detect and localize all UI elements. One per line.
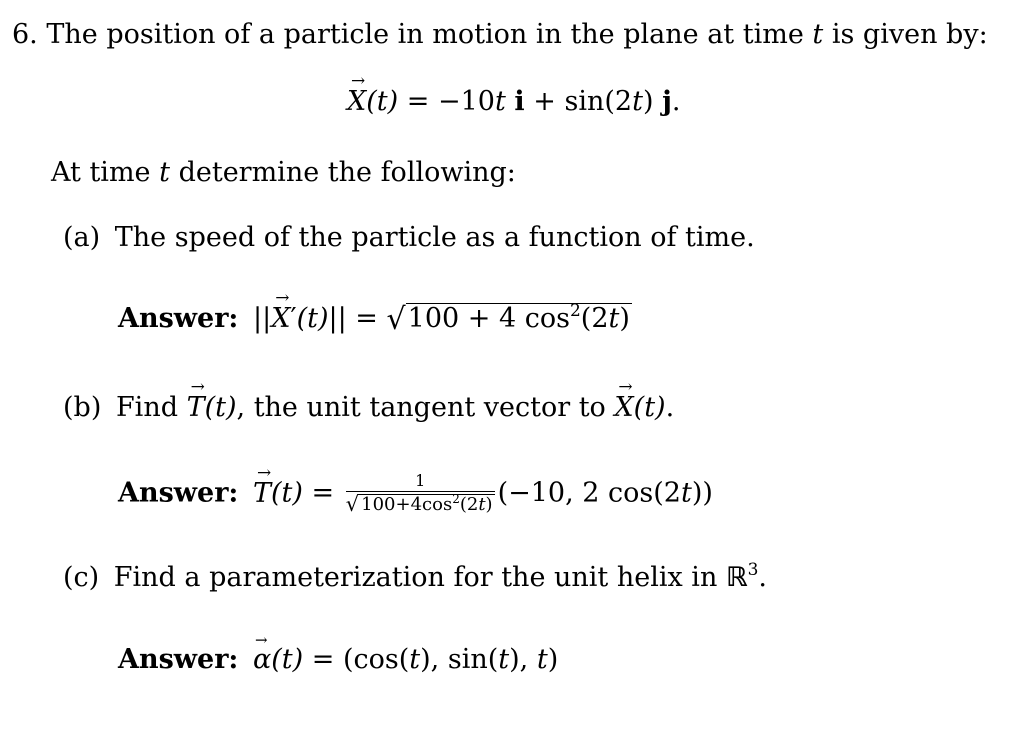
- part-c-answer: [118, 646, 558, 673]
- vector-t: → T: [187, 394, 205, 421]
- den-c: ): [485, 494, 493, 515]
- eq-sign: =: [406, 86, 430, 117]
- position-equation: [347, 88, 680, 115]
- vector-x: → X: [271, 305, 290, 332]
- rhs-t3: t: [536, 644, 548, 675]
- answer-label: Answer:: [118, 303, 239, 334]
- problem-number: 6.: [12, 19, 38, 50]
- part-b-label: (b): [63, 392, 102, 423]
- part-c-question: [63, 560, 767, 593]
- rhs-a: (cos(: [342, 644, 410, 675]
- norm-open: ||: [253, 303, 272, 334]
- answer-label: Answer:: [118, 477, 239, 509]
- intro-b: determine the following:: [178, 157, 516, 188]
- radicand: [406, 303, 632, 332]
- targ: (t): [204, 392, 237, 423]
- eq-close: ): [642, 86, 654, 117]
- part-b-question: [63, 394, 674, 421]
- intro-a: At time: [51, 157, 151, 188]
- exponent: 3: [747, 560, 759, 580]
- eq-targ: (t): [366, 86, 399, 117]
- targ: (t): [271, 477, 303, 509]
- mid-text: , the unit tangent vector to: [236, 392, 606, 423]
- eq-t2: t: [632, 86, 643, 117]
- radical-sign: √: [386, 302, 406, 337]
- unit-i: i: [514, 86, 525, 117]
- part-a-text: The speed of the particle as a function of time.: [114, 222, 755, 253]
- problem-statement: [12, 21, 988, 48]
- eq-coef: −10: [437, 86, 495, 117]
- xarg: (t): [633, 392, 666, 423]
- statement-text: The position of a particle in motion in the plane at time: [46, 19, 804, 50]
- eq-period: .: [671, 86, 681, 117]
- part-a-question: [63, 224, 755, 251]
- vec-t: t: [680, 477, 692, 509]
- r3-symbol: ℝ: [725, 562, 748, 593]
- find-text: Find: [115, 392, 178, 423]
- tangent-vector: (−10, 2 cos(2: [497, 477, 681, 509]
- exponent: 2: [569, 301, 581, 321]
- period: .: [665, 392, 675, 423]
- intro-line: [51, 159, 516, 186]
- vector-alpha: → α: [253, 646, 271, 673]
- part-c-label: (c): [63, 562, 100, 593]
- radicand-b: (2: [580, 303, 609, 334]
- rhs-c: ),: [509, 644, 529, 675]
- norm-close: ||: [328, 303, 347, 334]
- targ: (t): [296, 303, 329, 334]
- unit-j: j: [662, 86, 672, 117]
- radicand: [359, 494, 494, 514]
- radical-sign: √: [345, 492, 360, 516]
- den-t: t: [478, 494, 486, 515]
- sqrt-expression: [387, 303, 632, 335]
- part-b-answer: [118, 473, 713, 515]
- eq-sign: =: [311, 644, 335, 675]
- den-exponent: 2: [452, 492, 460, 506]
- vec-close: )): [691, 477, 713, 509]
- den-a: 100+4cos: [361, 494, 453, 515]
- rhs-t1: t: [409, 644, 421, 675]
- rhs-t2: t: [498, 644, 510, 675]
- prime: ′: [290, 303, 297, 334]
- eq-sign: =: [355, 303, 378, 334]
- eq-t: t: [494, 86, 506, 117]
- den-b: (2: [459, 494, 479, 515]
- vector-x: → X: [347, 88, 366, 115]
- targ: (t): [271, 644, 304, 675]
- var-t: t: [812, 19, 824, 50]
- radicand-a: 100 + 4 cos: [407, 303, 570, 334]
- statement-end: is given by:: [831, 19, 988, 50]
- vector-x: → X: [614, 394, 633, 421]
- answer-label: Answer:: [118, 644, 239, 675]
- part-c-text: Find a parameterization for the unit helix in: [113, 562, 718, 593]
- part-a-answer: [118, 303, 632, 335]
- rhs-b: ), sin(: [420, 644, 499, 675]
- part-a-label: (a): [63, 222, 101, 253]
- fraction-numerator: 1: [415, 471, 426, 490]
- intro-t: t: [159, 157, 170, 188]
- radicand-t: t: [608, 303, 620, 334]
- fraction-denominator: [346, 491, 495, 515]
- eq-sin: sin(2: [564, 86, 633, 117]
- eq-sign: =: [311, 477, 335, 509]
- fraction: [346, 473, 495, 515]
- radicand-c: ): [619, 303, 630, 334]
- rhs-d: ): [547, 644, 559, 675]
- period: .: [758, 562, 767, 593]
- eq-plus: +: [533, 86, 556, 117]
- vector-t: → T: [253, 480, 271, 507]
